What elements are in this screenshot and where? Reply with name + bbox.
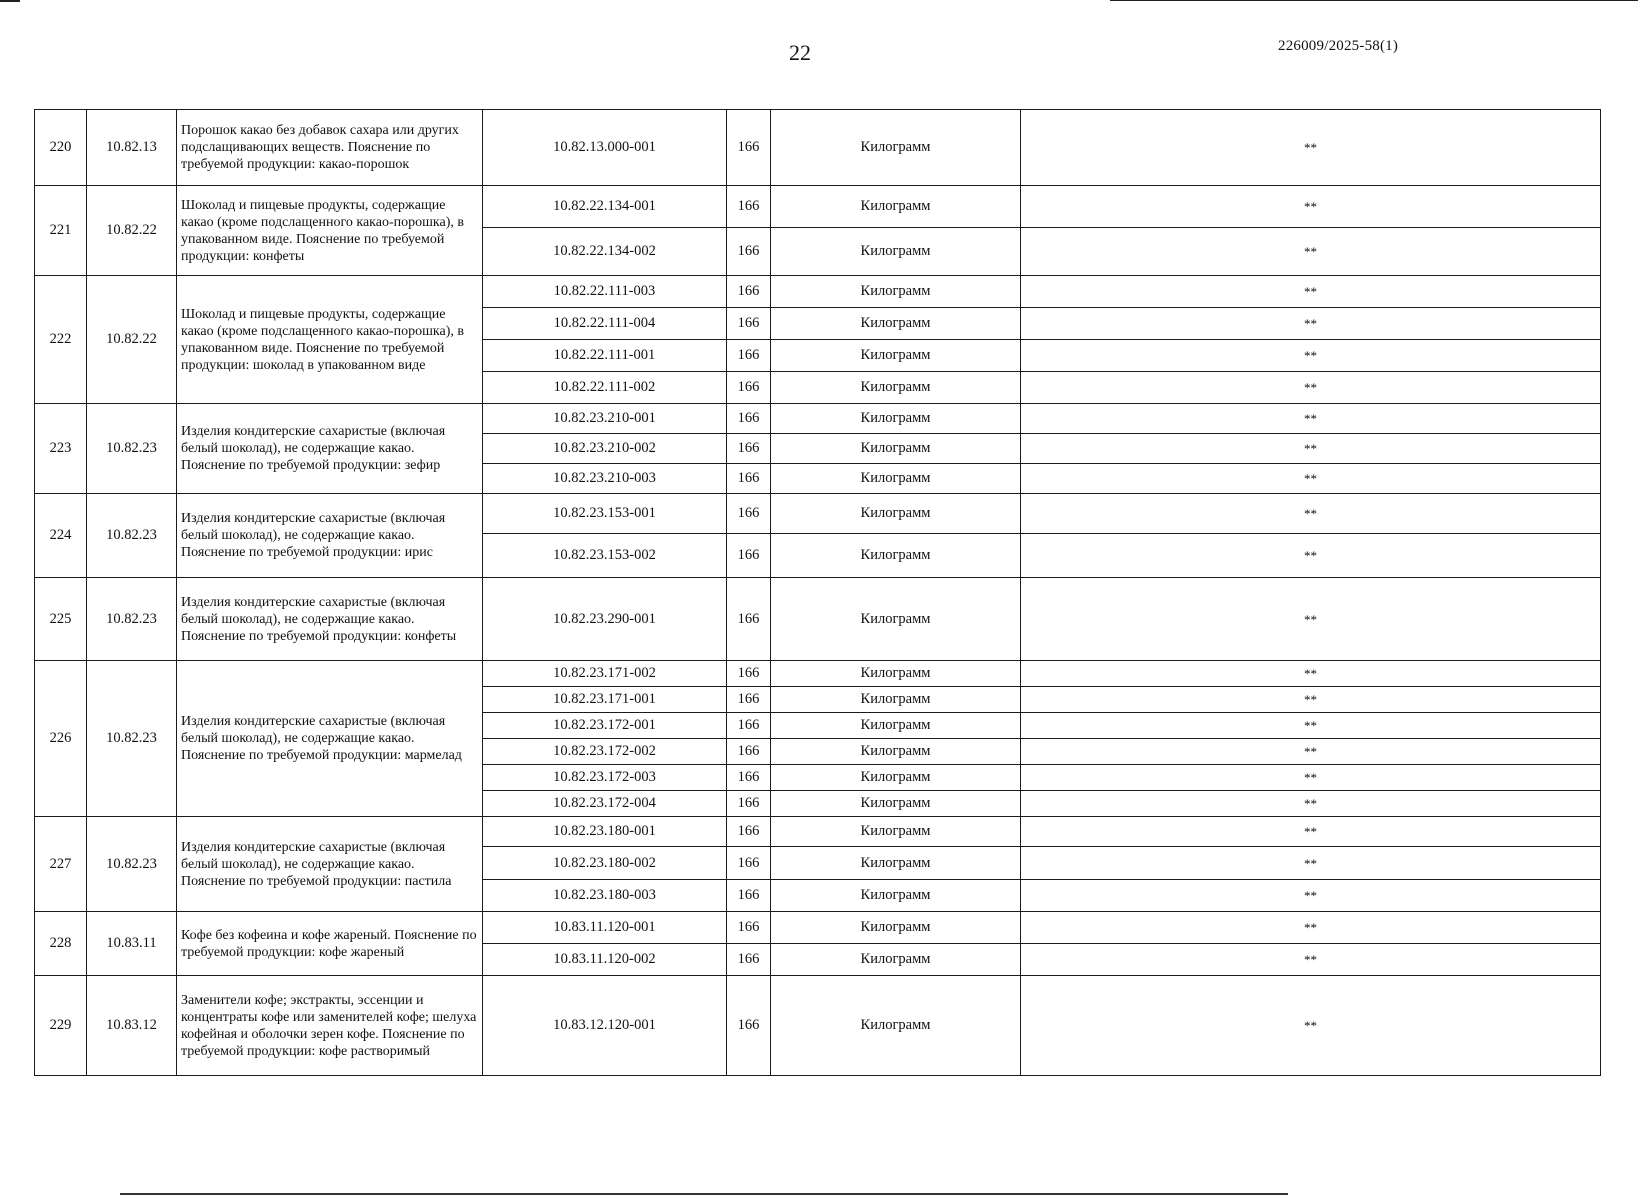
value-cell: ** (1021, 739, 1601, 765)
unit-name: Килограмм (771, 880, 1021, 912)
ktru-code: 10.82.23.172-001 (483, 713, 727, 739)
item-number: 225 (35, 578, 87, 661)
unit-name: Килограмм (771, 661, 1021, 687)
unit-name: Килограмм (771, 340, 1021, 372)
unit-code: 166 (727, 464, 771, 494)
table-row (35, 661, 1601, 687)
item-number: 229 (35, 976, 87, 1076)
unit-code: 166 (727, 372, 771, 404)
value-cell: ** (1021, 404, 1601, 434)
unit-code: 166 (727, 976, 771, 1076)
document-reference: 226009/2025-58(1) (1278, 38, 1399, 54)
okpd-class-code: 10.82.22 (87, 276, 177, 404)
okpd-class-code: 10.82.23 (87, 661, 177, 817)
product-description: Изделия кондитерские сахаристые (включая белый шоколад), не содержащие какао. Пояснение по требуемой продукции: конфеты (177, 578, 483, 661)
ktru-code: 10.82.23.153-001 (483, 494, 727, 534)
unit-code: 166 (727, 404, 771, 434)
value-cell: ** (1021, 976, 1601, 1076)
item-number: 221 (35, 186, 87, 276)
ktru-code: 10.82.23.172-003 (483, 765, 727, 791)
value-cell: ** (1021, 880, 1601, 912)
unit-name: Килограмм (771, 308, 1021, 340)
bottom-rule (120, 1193, 1288, 1195)
unit-code: 166 (727, 661, 771, 687)
unit-code: 166 (727, 739, 771, 765)
unit-name: Килограмм (771, 404, 1021, 434)
okpd-class-code: 10.82.23 (87, 817, 177, 912)
table-row (35, 186, 1601, 228)
unit-code: 166 (727, 534, 771, 578)
okpd-class-code: 10.82.22 (87, 186, 177, 276)
unit-name: Килограмм (771, 494, 1021, 534)
product-description: Порошок какао без добавок сахара или других подслащивающих веществ. Пояснение по требуемой продукции: какао-порошок (177, 110, 483, 186)
unit-name: Килограмм (771, 739, 1021, 765)
ktru-code: 10.82.23.171-001 (483, 687, 727, 713)
unit-code: 166 (727, 186, 771, 228)
value-cell: ** (1021, 791, 1601, 817)
unit-code: 166 (727, 687, 771, 713)
item-number: 223 (35, 404, 87, 494)
unit-code: 166 (727, 110, 771, 186)
item-number: 224 (35, 494, 87, 578)
okpd-class-code: 10.82.13 (87, 110, 177, 186)
okpd-class-code: 10.83.11 (87, 912, 177, 976)
ktru-code: 10.83.12.120-001 (483, 976, 727, 1076)
product-description: Шоколад и пищевые продукты, содержащие какао (кроме подслащенного какао-порошка), в упакованном виде. Пояснение по требуемой продукции: конфеты (177, 186, 483, 276)
unit-name: Килограмм (771, 976, 1021, 1076)
unit-code: 166 (727, 578, 771, 661)
unit-name: Килограмм (771, 847, 1021, 880)
ktru-code: 10.82.23.171-002 (483, 661, 727, 687)
ktru-code: 10.82.23.172-002 (483, 739, 727, 765)
item-number: 222 (35, 276, 87, 404)
top-rule-left (0, 0, 20, 2)
ktru-code: 10.82.23.172-004 (483, 791, 727, 817)
unit-code: 166 (727, 276, 771, 308)
unit-code: 166 (727, 765, 771, 791)
value-cell: ** (1021, 434, 1601, 464)
unit-code: 166 (727, 713, 771, 739)
unit-name: Килограмм (771, 817, 1021, 847)
product-description: Изделия кондитерские сахаристые (включая белый шоколад), не содержащие какао. Пояснение по требуемой продукции: зефир (177, 404, 483, 494)
ktru-code: 10.82.23.180-002 (483, 847, 727, 880)
ktru-code: 10.82.22.111-004 (483, 308, 727, 340)
unit-code: 166 (727, 340, 771, 372)
unit-name: Килограмм (771, 186, 1021, 228)
ktru-code: 10.82.22.111-003 (483, 276, 727, 308)
products-table (34, 109, 1601, 1076)
value-cell: ** (1021, 372, 1601, 404)
value-cell: ** (1021, 687, 1601, 713)
unit-code: 166 (727, 817, 771, 847)
product-description: Изделия кондитерские сахаристые (включая белый шоколад), не содержащие какао. Пояснение по требуемой продукции: мармелад (177, 661, 483, 817)
ktru-code: 10.82.23.210-002 (483, 434, 727, 464)
unit-code: 166 (727, 494, 771, 534)
ktru-code: 10.82.22.111-002 (483, 372, 727, 404)
product-description: Кофе без кофеина и кофе жареный. Пояснение по требуемой продукции: кофе жареный (177, 912, 483, 976)
unit-code: 166 (727, 791, 771, 817)
unit-name: Килограмм (771, 765, 1021, 791)
unit-name: Килограмм (771, 110, 1021, 186)
value-cell: ** (1021, 847, 1601, 880)
okpd-class-code: 10.82.23 (87, 494, 177, 578)
ktru-code: 10.82.23.153-002 (483, 534, 727, 578)
table-row (35, 817, 1601, 847)
unit-name: Килограмм (771, 713, 1021, 739)
okpd-class-code: 10.83.12 (87, 976, 177, 1076)
ktru-code: 10.83.11.120-002 (483, 944, 727, 976)
ktru-code: 10.82.23.180-001 (483, 817, 727, 847)
item-number: 226 (35, 661, 87, 817)
item-number: 220 (35, 110, 87, 186)
unit-name: Килограмм (771, 228, 1021, 276)
unit-name: Килограмм (771, 434, 1021, 464)
value-cell: ** (1021, 464, 1601, 494)
unit-code: 166 (727, 308, 771, 340)
ktru-code: 10.82.23.210-001 (483, 404, 727, 434)
product-description: Изделия кондитерские сахаристые (включая белый шоколад), не содержащие какао. Пояснение по требуемой продукции: ирис (177, 494, 483, 578)
product-description: Изделия кондитерские сахаристые (включая белый шоколад), не содержащие какао. Пояснение по требуемой продукции: пастила (177, 817, 483, 912)
unit-name: Килограмм (771, 578, 1021, 661)
unit-code: 166 (727, 880, 771, 912)
unit-name: Килограмм (771, 687, 1021, 713)
value-cell: ** (1021, 713, 1601, 739)
value-cell: ** (1021, 661, 1601, 687)
value-cell: ** (1021, 944, 1601, 976)
value-cell: ** (1021, 228, 1601, 276)
item-number: 227 (35, 817, 87, 912)
product-description: Заменители кофе; экстракты, эссенции и концентраты кофе или заменителей кофе; шелуха кофейная и оболочки зерен кофе. Пояснение по требуемой продукции: кофе растворимый (177, 976, 483, 1076)
unit-code: 166 (727, 912, 771, 944)
value-cell: ** (1021, 534, 1601, 578)
value-cell: ** (1021, 817, 1601, 847)
okpd-class-code: 10.82.23 (87, 404, 177, 494)
value-cell: ** (1021, 308, 1601, 340)
unit-code: 166 (727, 847, 771, 880)
unit-code: 166 (727, 228, 771, 276)
value-cell: ** (1021, 578, 1601, 661)
unit-name: Килограмм (771, 276, 1021, 308)
value-cell: ** (1021, 186, 1601, 228)
table-row (35, 578, 1601, 661)
item-number: 228 (35, 912, 87, 976)
unit-name: Килограмм (771, 944, 1021, 976)
top-rule-right (1110, 0, 1638, 1)
table-row (35, 110, 1601, 186)
table-row (35, 404, 1601, 434)
product-description: Шоколад и пищевые продукты, содержащие какао (кроме подслащенного какао-порошка), в упакованном виде. Пояснение по требуемой продукции: шоколад в упакованном виде (177, 276, 483, 404)
table-row (35, 976, 1601, 1076)
unit-code: 166 (727, 944, 771, 976)
okpd-class-code: 10.82.23 (87, 578, 177, 661)
table-row (35, 912, 1601, 944)
value-cell: ** (1021, 276, 1601, 308)
page-number: 22 (789, 40, 811, 65)
ktru-code: 10.83.11.120-001 (483, 912, 727, 944)
ktru-code: 10.82.13.000-001 (483, 110, 727, 186)
ktru-code: 10.82.23.290-001 (483, 578, 727, 661)
unit-name: Килограмм (771, 464, 1021, 494)
table-body (35, 110, 1601, 1076)
ktru-code: 10.82.23.180-003 (483, 880, 727, 912)
value-cell: ** (1021, 340, 1601, 372)
value-cell: ** (1021, 912, 1601, 944)
table-row (35, 276, 1601, 308)
ktru-code: 10.82.23.210-003 (483, 464, 727, 494)
table-row (35, 494, 1601, 534)
ktru-code: 10.82.22.134-001 (483, 186, 727, 228)
ktru-code: 10.82.22.134-002 (483, 228, 727, 276)
ktru-code: 10.82.22.111-001 (483, 340, 727, 372)
value-cell: ** (1021, 110, 1601, 186)
unit-name: Килограмм (771, 372, 1021, 404)
unit-name: Килограмм (771, 912, 1021, 944)
value-cell: ** (1021, 494, 1601, 534)
unit-code: 166 (727, 434, 771, 464)
value-cell: ** (1021, 765, 1601, 791)
unit-name: Килограмм (771, 534, 1021, 578)
unit-name: Килограмм (771, 791, 1021, 817)
